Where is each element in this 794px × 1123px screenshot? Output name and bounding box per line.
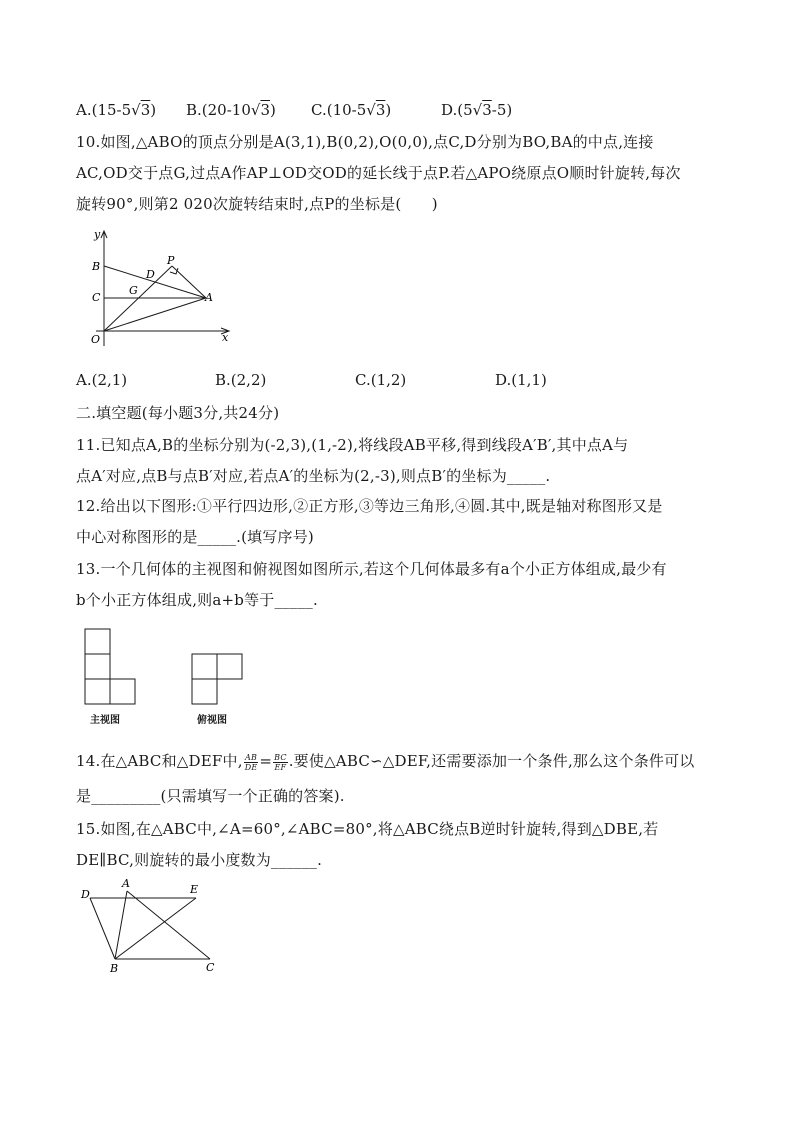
- q11-line1: 11.已知点A,B的坐标分别为(-2,3),(1,-2),将线段AB平移,得到线段A′B′,其中点A与: [76, 436, 629, 454]
- segment-be: [115, 898, 196, 959]
- q10-figure: [84, 226, 244, 356]
- q9-option-a: A.(15-5√3): [76, 101, 157, 119]
- segment-ba: [115, 891, 127, 959]
- label-e: E: [190, 883, 199, 896]
- label-b: B: [92, 260, 101, 273]
- q10-option-d: D.(1,1): [495, 371, 547, 389]
- label-x: x: [222, 331, 229, 344]
- q14-line2: 是_________(只需填写一个正确的答案).: [76, 787, 345, 805]
- label-g: G: [129, 284, 138, 297]
- segment-ac: [127, 891, 210, 959]
- q14-line1: 14.在△ABC和△DEF中, $\frac{AB}{DE}$ = $\frac{BC}{EF}$ .要使△ABC∽△DEF,还需要添加一个条件,那么这个条件可以: [76, 752, 695, 772]
- label-d: D: [81, 888, 90, 901]
- segment-oa: [104, 298, 206, 331]
- q11-line2: 点A′对应,点B与点B′对应,若点A′的坐标为(2,-3),则点B′的坐标为_____.: [76, 467, 551, 485]
- label-y: y: [94, 228, 101, 241]
- label-o: O: [91, 333, 101, 346]
- fraction-bc-ef: $\frac{BC}{EF}$: [274, 752, 287, 772]
- q10-option-b: B.(2,2): [215, 371, 267, 389]
- q12-line1: 12.给出以下图形:①平行四边形,②正方形,③等边三角形,④圆.其中,既是轴对称图形又是: [76, 497, 663, 515]
- q15-line1: 15.如图,在△ABC中,∠A=60°,∠ABC=80°,将△ABC绕点B逆时针旋转,得到△DBE,若: [76, 820, 659, 838]
- front-view-figure: [84, 628, 140, 712]
- section-heading: 二.填空题(每小题3分,共24分): [76, 404, 280, 422]
- label-a: A: [205, 291, 213, 304]
- right-angle-mark: [170, 268, 178, 274]
- label-c: C: [92, 291, 101, 304]
- top-view-figure: [191, 653, 247, 713]
- top-view-label: 俯视图: [197, 715, 227, 726]
- q10-option-c: C.(1,2): [355, 371, 407, 389]
- q10-line3: 旋转90°,则第2 020次旋转结束时,点P的坐标是( ): [76, 195, 438, 213]
- q10-option-a: A.(2,1): [76, 371, 128, 389]
- q13-line2: b个小正方体组成,则a+b等于_____.: [76, 591, 318, 609]
- segment-db: [90, 898, 115, 959]
- q12-line2: 中心对称图形的是_____.(填写序号): [76, 528, 314, 546]
- q15-figure: [78, 874, 228, 980]
- q15-line2: DE∥BC,则旋转的最小度数为______.: [76, 851, 323, 869]
- q9-option-b: B.(20-10√3): [186, 101, 276, 119]
- q10-line1: 10.如图,△ABO的顶点分别是A(3,1),B(0,2),O(0,0),点C,D分别为BO,BA的中点,连接: [76, 133, 654, 151]
- label-d: D: [146, 268, 155, 281]
- q9-option-d: D.(5√3-5): [441, 101, 513, 119]
- q10-line2: AC,OD交于点G,过点A作AP⊥OD交OD的延长线于点P.若△APO绕原点O顺时针旋转,每次: [76, 164, 681, 182]
- label-b: B: [110, 962, 119, 975]
- front-view-label: 主视图: [90, 715, 120, 726]
- label-a: A: [122, 877, 130, 890]
- q9-option-c: C.(10-5√3): [311, 101, 392, 119]
- fraction-ab-de: $\frac{AB}{DE}$: [244, 752, 258, 772]
- label-p: P: [167, 254, 175, 267]
- q13-line1: 13.一个几何体的主视图和俯视图如图所示,若这个几何体最多有a个小正方体组成,最少有: [76, 560, 667, 578]
- label-c: C: [206, 961, 215, 974]
